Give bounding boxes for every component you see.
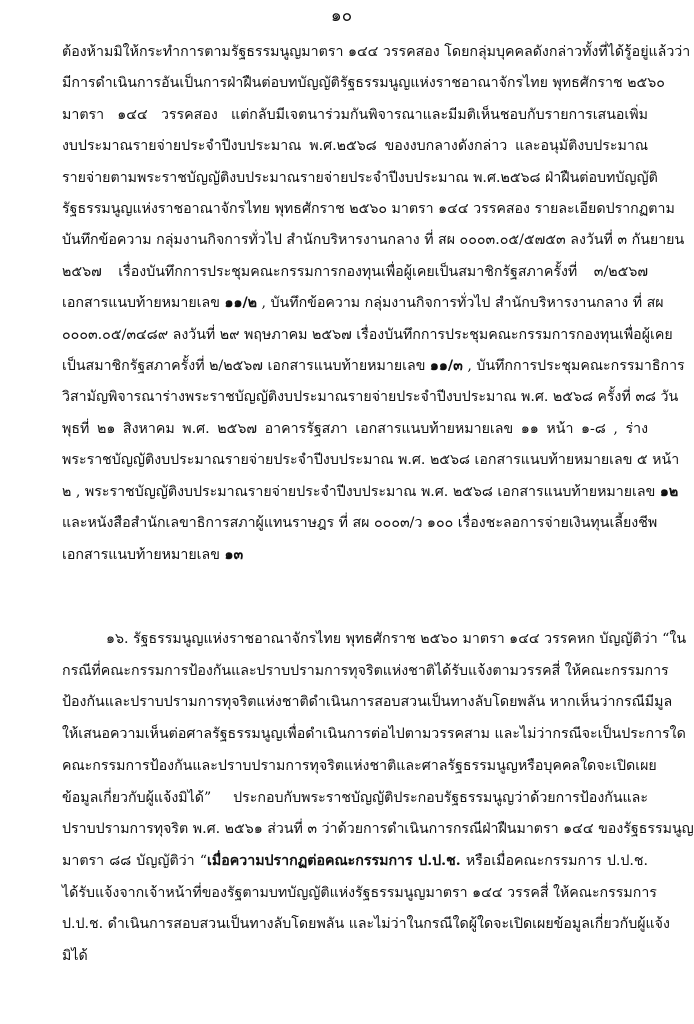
text-line <box>62 477 679 508</box>
text-run: และหนังสือสำนักเลขาธิการสภาผู้แทนราษฎร ที่ สผ ๐๐๐๓/ว ๑๐๐ เรื่องชะลอการจ่ายเงินทุนเลี้ยงชีพ <box>62 515 658 532</box>
text-run: รัฐธรรมนูญแห่งราชอาณาจักรไทย พุทธศักราช ๒๕๖๐ มาตรา ๑๔๔ วรรคสอง รายละเอียดปรากฏตาม <box>62 201 675 218</box>
text-run: มิได้ <box>62 948 88 965</box>
text-run: มาตรา ๘๘ บัญญัติว่า “ <box>62 852 208 869</box>
text-run: บันทึกข้อความ กลุ่มงานกิจการทั่วไป สำนักบริหารงานกลาง ที่ สผ ๐๐๐๓.๐๕/๕๗๕๓ ลงวันที่ ๓ กันยายน <box>62 232 685 249</box>
text-run: ได้รับแจ้งจากเจ้าหน้าที่ของรัฐตามบทบัญญัติแห่งรัฐธรรมนูญมาตรา ๑๔๔ วรรคสี่ ให้คณะกรรมการ <box>62 884 657 901</box>
text-line <box>62 68 665 99</box>
text-run: ปราบปรามการทุจริต พ.ศ. ๒๕๖๑ ส่วนที่ ๓ ว่าด้วยการดำเนินการกรณีฝ่าฝืนมาตรา ๑๔๔ ของรัฐธรรมนูญ <box>62 821 694 838</box>
text-line <box>62 194 675 225</box>
text-run: มีการดำเนินการอันเป็นการฝ่าฝืนต่อบทบัญญัติรัฐธรรมนูญแห่งราชอาณาจักรไทย พุทธศักราช ๒๕๖๐ <box>62 75 665 92</box>
text-line <box>62 382 679 413</box>
text-line <box>62 783 648 815</box>
text-line <box>62 445 680 476</box>
text-line <box>62 37 691 68</box>
text-line <box>62 257 648 288</box>
text-run: มาตรา ๑๔๔ วรรคสอง แต่กลับมีเจตนาร่วมกันพิจารณาและมีมติเห็นชอบกับรายการเสนอเพิ่ม <box>62 106 648 123</box>
text-run: , บันทึกการประชุมคณะกรรมาธิการ <box>462 358 685 375</box>
text-line <box>62 225 685 256</box>
paragraph-16-constitution-section-144 <box>62 624 694 973</box>
page-number: ๑๐ <box>330 6 353 26</box>
text-run: คณะกรรมการป้องกันและปราบปรามการทุจริตแห่งชาติและศาลรัฐธรรมนูญหรือบุคคลใดจะเปิดเผย <box>62 757 657 774</box>
text-run: หรือเมื่อคณะกรรมการ ป.ป.ช. <box>460 852 648 869</box>
text-line <box>62 878 657 910</box>
paragraph-evidence-references <box>62 37 691 571</box>
text-line <box>62 656 669 688</box>
text-run: ให้เสนอความเห็นต่อศาลรัฐธรรมนูญเพื่อดำเนินการต่อไปตามวรรคสาม และไม่ว่ากรณีจะเป็นประการใด <box>62 726 686 743</box>
text-run: รายจ่ายตามพระราชบัญญัติงบประมาณรายจ่ายประจำปีงบประมาณ พ.ศ.๒๕๖๘ ฝ่าฝืนต่อบทบัญญัติ <box>62 169 658 186</box>
text-run: ต้องห้ามมิให้กระทำการตามรัฐธรรมนูญมาตรา ๑๔๔ วรรคสอง โดยกลุ่มบุคคลดังกล่าวทั้งที่ได้รู้อยู่แล้วว่า <box>62 44 691 60</box>
text-line <box>62 751 657 783</box>
text-line <box>62 100 648 131</box>
text-run: พุธที่ ๒๑ สิงหาคม พ.ศ. ๒๕๖๗ อาคารรัฐสภา เอกสารแนบท้ายหมายเลข ๑๑ หน้า ๑-๘ , ร่าง <box>62 420 648 437</box>
bold-text: ๑๑/๒ <box>224 295 257 312</box>
text-line <box>62 351 685 382</box>
bold-text: ๑๑/๓ <box>429 358 463 375</box>
bold-text: เมื่อความปรากฏต่อคณะกรรมการ ป.ป.ช. <box>207 852 461 869</box>
text-line <box>62 719 686 751</box>
text-line <box>62 624 687 656</box>
text-run: ป.ป.ช. ดำเนินการสอบสวนเป็นทางลับโดยพลัน และไม่ว่าในกรณีใดผู้ใดจะเปิดเผยข้อมูลเกี่ยวกับผู้แจ้ง <box>62 916 670 933</box>
text-line <box>62 163 658 194</box>
text-run: ๑๖. รัฐธรรมนูญแห่งราชอาณาจักรไทย พุทธศักราช ๒๕๖๐ มาตรา ๑๔๔ วรรคหก บัญญัติว่า “ใน <box>106 631 687 647</box>
text-run: เอกสารแนบท้ายหมายเลข <box>62 295 225 312</box>
text-line <box>62 131 648 162</box>
bold-text: ๑๓ <box>224 546 244 563</box>
text-line <box>62 540 648 571</box>
text-run: งบประมาณรายจ่ายประจำปีงบประมาณ พ.ศ.๒๕๖๘ ของงบกลางดังกล่าว และอนุมัติงบประมาณ <box>62 138 648 155</box>
text-run: ป้องกันและปราบปรามการทุจริตแห่งชาติดำเนินการสอบสวนเป็นทางลับโดยพลัน หากเห็นว่ากรณีมีมูล <box>62 694 673 711</box>
text-run: วิสามัญพิจารณาร่างพระราชบัญญัติงบประมาณรายจ่ายประจำปีงบประมาณ พ.ศ. ๒๕๖๘ ครั้งที่ ๓๘ วัน <box>62 389 679 406</box>
text-line <box>62 814 694 846</box>
text-run: เป็นสมาชิกรัฐสภาครั้งที่ ๒/๒๕๖๗ เอกสารแนบท้ายหมายเลข <box>62 358 430 375</box>
text-line <box>62 320 673 351</box>
text-run: ๒ , พระราชบัญญัติงบประมาณรายจ่ายประจำปีงบประมาณ พ.ศ. ๒๕๖๘ เอกสารแนบท้ายหมายเลข <box>62 483 660 500</box>
text-run: พระราชบัญญัติงบประมาณรายจ่ายประจำปีงบประมาณ พ.ศ. ๒๕๖๘ เอกสารแนบท้ายหมายเลข ๕ หน้า <box>62 452 680 469</box>
text-line <box>62 288 664 319</box>
text-run: เอกสารแนบท้ายหมายเลข <box>62 546 225 563</box>
text-line <box>62 414 648 445</box>
text-run: ๒๕๖๗ เรื่องบันทึกการประชุมคณะกรรมการกองทุนเพื่อผู้เคยเป็นสมาชิกรัฐสภาครั้งที่ ๓/๒๕๖๗ <box>62 263 648 280</box>
text-run: , บันทึกข้อความ กลุ่มงานกิจการทั่วไป สำนักบริหารงานกลาง ที่ สผ <box>256 295 664 312</box>
text-run: ข้อมูลเกี่ยวกับผู้แจ้งมิได้” ประกอบกับพระราชบัญญัติประกอบรัฐธรรมนูญว่าด้วยการป้องกันและ <box>62 789 648 806</box>
text-line <box>62 941 648 973</box>
text-line <box>62 909 670 941</box>
text-run: ๐๐๐๓.๐๕/๓๔๘๙ ลงวันที่ ๒๙ พฤษภาคม ๒๕๖๗ เรื่องบันทึกการประชุมคณะกรรมการกองทุนเพื่อผู้เคย <box>62 326 673 343</box>
text-run: กรณีที่คณะกรรมการป้องกันและปราบปรามการทุจริตแห่งชาติได้รับแจ้งตามวรรคสี่ ให้คณะกรรมการ <box>62 662 669 679</box>
bold-text: ๑๒ <box>659 483 679 500</box>
text-line <box>62 846 648 878</box>
text-line <box>62 687 673 719</box>
text-line <box>62 508 658 539</box>
